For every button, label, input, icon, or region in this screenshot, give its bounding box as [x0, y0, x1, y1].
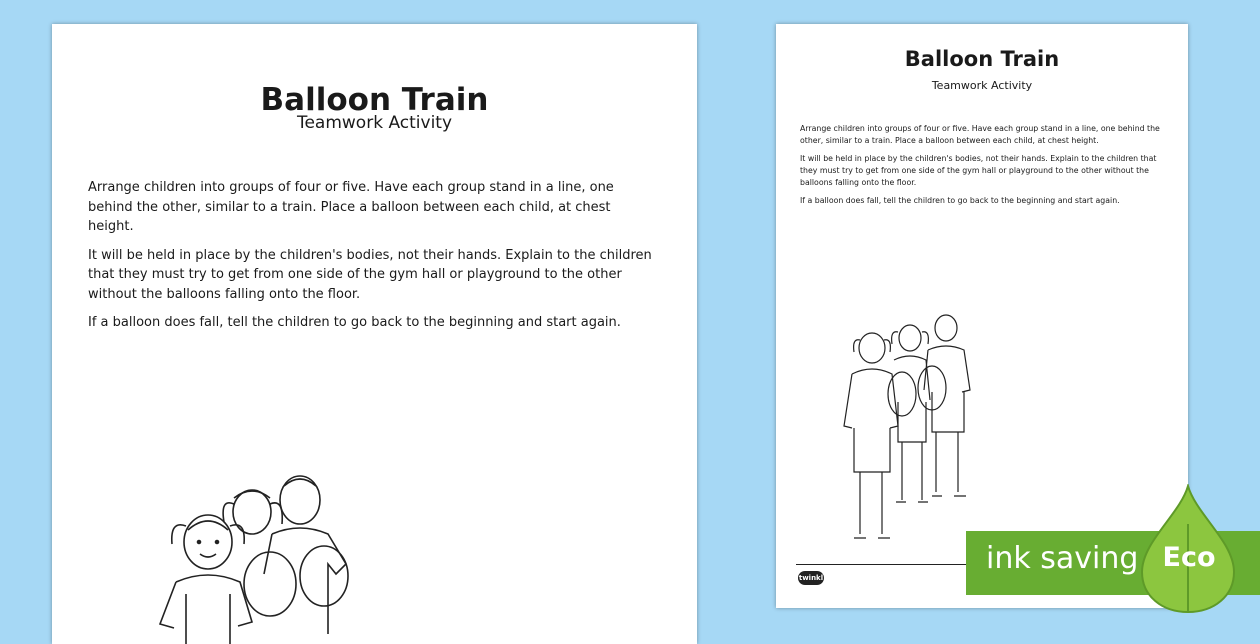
instruction-paragraph: Arrange children into groups of four or five. Have each group stand in a line, one behind the other, similar to a train. Place a balloon between each child, at chest height. — [88, 180, 614, 234]
worksheet-title: Balloon Train — [260, 82, 489, 118]
brand-logo: twinkl — [798, 571, 824, 585]
worksheet-title: Balloon Train — [904, 47, 1060, 71]
worksheet-subtitle: Teamwork Activity — [931, 79, 1033, 92]
instruction-paragraph: It will be held in place by the children's bodies, not their hands. Explain to the children that they must try to get from one side of the gym hall or playground to the other without the balloons falling onto the floor. — [800, 154, 1157, 187]
instructions-text — [88, 178, 654, 342]
worksheet-subtitle: Teamwork Activity — [296, 113, 453, 133]
instruction-paragraph: Arrange children into groups of four or five. Have each group stand in a line, one behind the other, similar to a train. Place a balloon between each child, at chest height. — [800, 124, 1160, 145]
children-balloon-illustration — [142, 464, 382, 644]
eco-label: Eco — [1162, 542, 1216, 573]
worksheet-page-zoomed — [52, 24, 697, 644]
ink-saving-label: ink saving — [986, 541, 1139, 576]
instruction-paragraph: It will be held in place by the children's bodies, not their hands. Explain to the children that they must try to get from one side of the gym hall or playground to the other without the balloons falling onto the floor. — [88, 247, 652, 302]
worksheet-page-full — [776, 24, 1188, 608]
instructions-text — [800, 123, 1166, 213]
instruction-paragraph: If a balloon does fall, tell the children to go back to the beginning and start again. — [88, 315, 621, 330]
children-balloon-illustration — [836, 312, 986, 552]
instruction-paragraph: If a balloon does fall, tell the children to go back to the beginning and start again. — [800, 196, 1120, 205]
